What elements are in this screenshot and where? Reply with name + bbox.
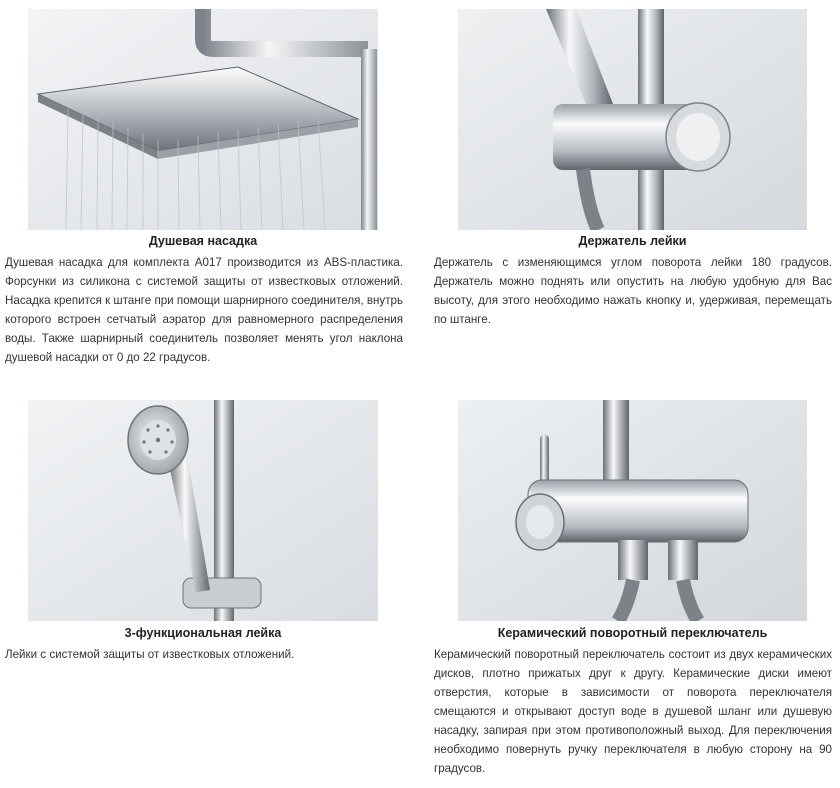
- feature-description-holder: Держатель с изменяющимся углом поворота лейки 180 градусов. Держатель можно поднять или опустить на любую удобную для Вас высоту, для этого необходимо нажать кнопку и, удерживая, перемещать по штанге.: [434, 256, 832, 326]
- handshower-photo: [28, 400, 378, 621]
- feature-description-ceramic-diverter: Керамический поворотный переключатель состоит из двух керамических дисков, плотно прижатых друг к другу. Керамические диски имеют отверстия, которые в зависимости от поворота переключателя смещаются и открывают доступ воде в душевой шланг или душевую насадку, запирая при этом противоположный выход. Для переключения необходимо повернуть ручку переключателя в любую сторону на 90 градусов.: [434, 648, 832, 775]
- shower-head-photo: [28, 9, 378, 230]
- feature-title-ceramic-diverter: Керамический поворотный переключатель: [497, 626, 768, 640]
- feature-title-holder: Держатель лейки: [578, 234, 687, 248]
- feature-title-handshower: 3-функциональная лейка: [124, 626, 282, 640]
- handshower-holder-photo: [458, 9, 807, 230]
- feature-title-shower-head: Душевая насадка: [148, 234, 258, 248]
- ceramic-diverter-photo: [458, 400, 807, 621]
- feature-description-handshower: Лейки с системой защиты от известковых отложений.: [5, 648, 295, 661]
- feature-description-shower-head: Душевая насадка для комплекта A017 производится из ABS-пластика. Форсунки из силикона с системой защиты от известковых отложений. Насадка крепится к штанге при помощи шарнирного соединителя, внутрь которого встроен сетчатый аэратор для равномерного распределения воды. Также шарнирный соединитель позволяет менять угол наклона душевой насадки от 0 до 22 градусов.: [5, 256, 403, 364]
